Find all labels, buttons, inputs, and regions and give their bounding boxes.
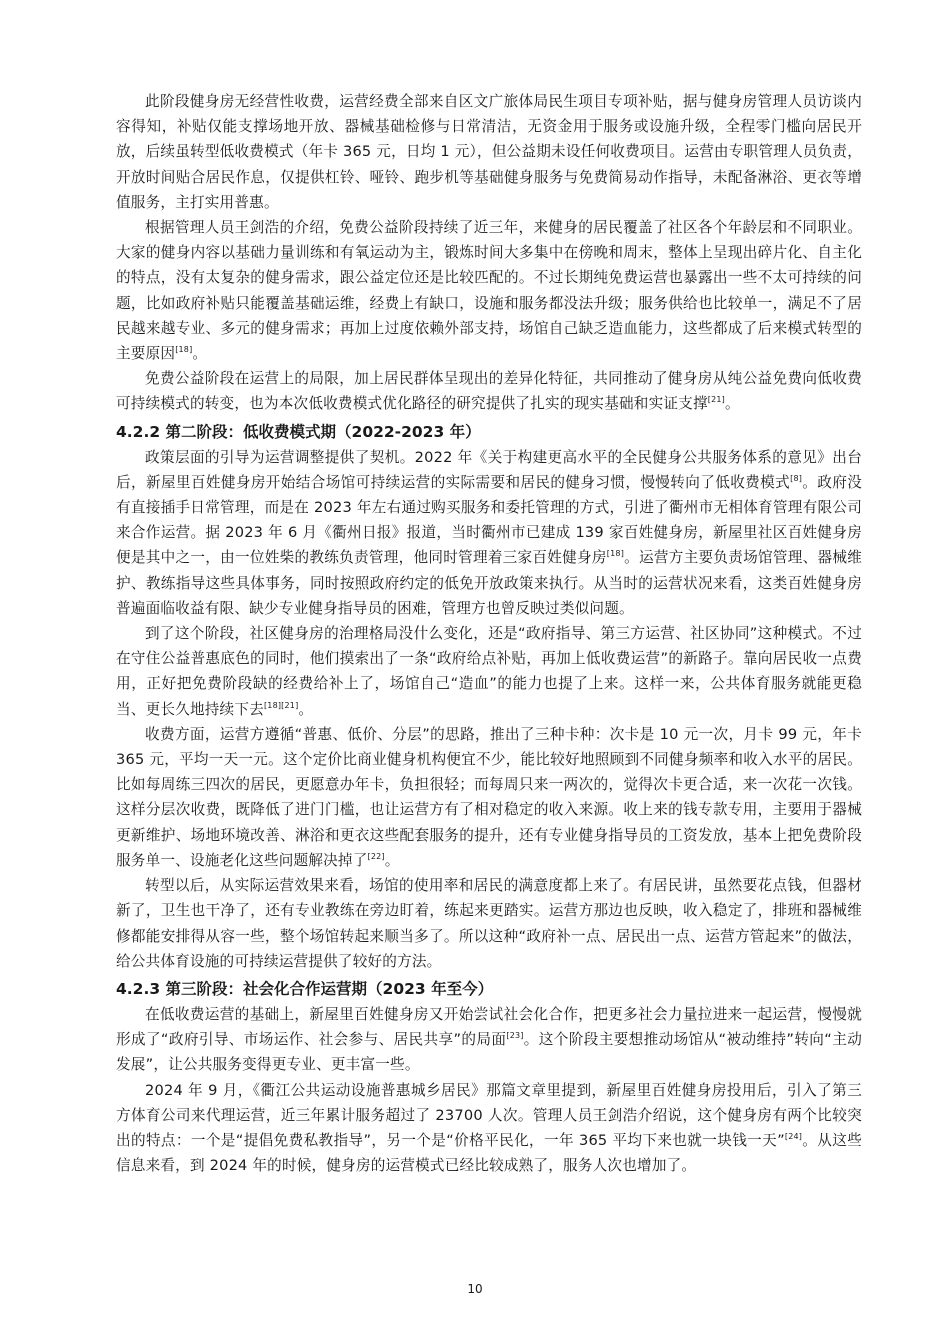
text-run: 。 xyxy=(725,395,740,413)
text-run: 。 xyxy=(192,345,208,363)
citation-ref: [24] xyxy=(784,1132,803,1142)
paragraph xyxy=(116,445,862,621)
citation-ref: [18][21] xyxy=(263,700,299,710)
text-run: 。这个阶段主要想推动场馆从“被动维持”转向“主动发展”，让公共服务变得更专业、更丰富一些。 xyxy=(116,1031,863,1074)
citation-ref: [23] xyxy=(506,1031,524,1041)
paragraph xyxy=(116,873,862,974)
paragraph xyxy=(116,366,862,416)
text-run: 。 xyxy=(298,700,314,718)
text-run: 。运营方主要负责场馆管理、器械维护、教练指导这些具体事务，同时按照政府约定的低免开放政策来执行。从当时的运营状况来看，这类百姓健身房普遍面临收益有限、缺少专业健身指导员的困难，管理方也曾反映过类似问题。 xyxy=(116,549,862,617)
text-run: 。 xyxy=(384,851,400,869)
text-run: 免费公益阶段在运营上的局限，加上居民群体呈现出的差异化特征，共同推动了健身房从纯公益免费向低收费可持续模式的转变，也为本次低收费模式优化路径的研究提供了扎实的现实基础和实证支撑 xyxy=(116,370,862,413)
text-run: 根据管理人员王剑浩的介绍，免费公益阶段持续了近三年，来健身的居民覆盖了社区各个年龄层和不同职业。大家的健身内容以基础力量训练和有氧运动为主，锻炼时间大多集中在傍晚和周末，整体上呈现出碎片化、自主化的特点，没有太复杂的健身需求，跟公益定位还是比较匹配的。不过长期纯免费运营也暴露出一些不太可持续的问题，比如政府补贴只能覆盖基础运维，经费上有缺口，设施和服务都没法升级；服务供给也比较单一，满足不了居民越来越专业、多元的健身需求；再加上过度依赖外部支持，场馆自己缺乏造血能力，这些都成了后来模式转型的主要原因 xyxy=(116,219,862,363)
citation-ref: [22] xyxy=(367,852,385,862)
section-heading: 4.2.3 第三阶段：社会化合作运营期（2023 年至今） xyxy=(116,979,494,998)
text-run: 在低收费运营的基础上，新屋里百姓健身房又开始尝试社会化合作，把更多社会力量拉进来一起运营，慢慢就形成了“政府引导、市场运作、社会参与、居民共享”的局面 xyxy=(116,1005,862,1049)
text-run: 。从这些信息来看，到 2024 年的时候，健身房的运营模式已经比较成熟了，服务人次也增加了。 xyxy=(116,1131,862,1175)
paragraph xyxy=(116,1078,862,1179)
paragraph xyxy=(116,1002,862,1078)
text-run: 收费方面，运营方遵循“普惠、低价、分层”的思路，推出了三种卡种：次卡是 10 元一次，月卡 99 元，年卡 365 元，平均一天一元。这个定价比商业健身机构便宜不少，能比较好地照顾到不同健身频率和收入水平的居民。比如每周练三四次的居民，更愿意办年卡，负担很轻；而每周只来一两次的，觉得次卡更合适，来一次花一次钱。这样分层次收费，既降低了进门门槛，也让运营方有了相对稳定的收入来源。收上来的钱专款专用，主要用于器械更新维护、场地环境改善、淋浴和更衣这些配套服务的提升，还有专业健身指导员的工资发放，基本上把免费阶段服务单一、设施老化这些问题解决掉了 xyxy=(116,725,862,869)
page-number: 10 xyxy=(467,1282,483,1296)
citation-ref: [21] xyxy=(707,395,725,405)
paragraph xyxy=(116,722,862,873)
paragraph xyxy=(116,215,862,366)
text-run: 。政府没有直接插手日常管理，而是在 2023 年左右通过购买服务和委托管理的方式，引进了衢州市无相体育管理有限公司来合作运营。据 2023 年 6 月《衢州日报》报道，当时衢州市已建成 139 家百姓健身房，新屋里社区百姓健身房便是其中之一，由一位姓柴的教练负责管理，他同时管理着三家百姓健身房 xyxy=(116,473,862,567)
text-run: 此阶段健身房无经营性收费，运营经费全部来自区文广旅体局民生项目专项补贴，据与健身房管理人员访谈内容得知，补贴仅能支撑场地开放、器械基础检修与日常清洁，无资金用于服务或设施升级，全程零门槛向居民开放，后续虽转型低收费模式（年卡 365 元，日均 1 元），但公益期未设任何收费项目。运营由专职管理人员负责，开放时间贴合居民作息，仅提供杠铃、哑铃、跑步机等基础健身服务与免费简易动作指导，未配备淋浴、更衣等增值服务，主打实用普惠。 xyxy=(116,93,862,211)
paragraph xyxy=(116,621,862,722)
section-heading: 4.2.2 第二阶段：低收费模式期（2022-2023 年） xyxy=(116,422,481,441)
citation-ref: [18] xyxy=(175,345,193,355)
body-text xyxy=(116,89,862,1178)
text-run: 2024 年 9 月，《衢江公共运动设施普惠城乡居民》那篇文章里提到，新屋里百姓健身房投用后，引入了第三方体育公司来代理运营，近三年累计服务超过了 23700 人次。管理人员王剑浩介绍说，这个健身房有两个比较突出的特点：一个是“提倡免费私教指导”，另一个是“价格平民化，一年 365 平均下来也就一块钱一天” xyxy=(116,1081,862,1149)
text-run: 到了这个阶段，社区健身房的治理格局没什么变化，还是“政府指导、第三方运营、社区协同”这种模式。不过在守住公益普惠底色的同时，他们摸索出了一条“政府给点补贴，再加上低收费运营”的新路子。靠向居民收一点费用，正好把免费阶段缺的经费给补上了，场馆自己“造血”的能力也提了上来。这样一来，公共体育服务就能更稳当、更长久地持续下去 xyxy=(116,625,862,718)
text-run: 转型以后，从实际运营效果来看，场馆的使用率和居民的满意度都上来了。有居民讲，虽然要花点钱，但器材新了，卫生也干净了，还有专业教练在旁边盯着，练起来更踏实。运营方那边也反映，收入稳定了，排班和器械维修都能安排得从容一些，整个场馆转起来顺当多了。所以这种“政府补一点、居民出一点、运营方管起来”的做法，给公共体育设施的可持续运营提供了较好的方法。 xyxy=(116,877,862,970)
text-run: 政策层面的引导为运营调整提供了契机。2022 年《关于构建更高水平的全民健身公共服务体系的意见》出台后，新屋里百姓健身房开始结合场馆可持续运营的实际需要和居民的健身习惯，慢慢转向了低收费模式 xyxy=(116,448,862,491)
citation-ref: [8] xyxy=(790,473,803,483)
citation-ref: [18] xyxy=(606,549,625,559)
paragraph xyxy=(116,89,862,215)
